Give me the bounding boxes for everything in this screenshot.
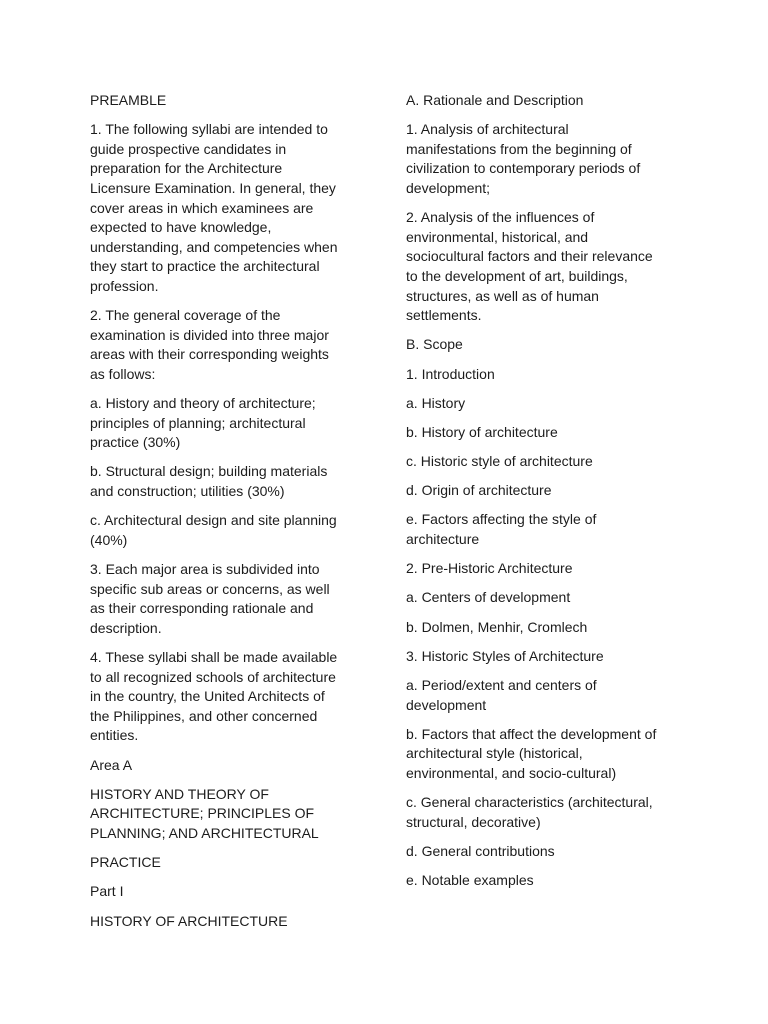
- section-a-heading: A. Rationale and Description: [406, 92, 584, 108]
- part-heading: Part I: [90, 883, 124, 900]
- scope-item: 1. Introduction: [406, 365, 495, 382]
- scope-item: b. Factors that affect the development of architectural style (historical, environmental, and socio-cultural): [406, 725, 657, 781]
- area-a-heading: Area A: [90, 756, 133, 773]
- paragraph-2: 2. The general coverage of the examination is divided into three major areas with their corresponding weights as follows:: [90, 307, 329, 382]
- paragraph-3: 3. Each major area is subdivided into specific sub areas or concerns, as well as their corresponding rationale and description.: [90, 561, 330, 636]
- scope-item: 3. Historic Styles of Architecture: [406, 647, 604, 664]
- scope-item: c. Historic style of architecture: [406, 453, 593, 470]
- preamble-heading: PREAMBLE: [90, 92, 167, 108]
- area-a-title-continued: PRACTICE: [90, 854, 161, 871]
- section-b-heading: B. Scope: [406, 336, 463, 353]
- scope-item: 2. Pre-Historic Architecture: [406, 560, 573, 577]
- part-title: HISTORY OF ARCHITECTURE: [90, 912, 288, 929]
- scope-item: d. Origin of architecture: [406, 482, 552, 499]
- scope-item: e. Factors affecting the style of architecture: [406, 511, 597, 548]
- scope-item: e. Notable examples: [406, 872, 534, 889]
- scope-item: c. General characteristics (architectural, structural, decorative): [406, 794, 653, 830]
- scope-item: a. History: [406, 394, 466, 411]
- paragraph-4: 4. These syllabi shall be made available to all recognized schools of architecture in the country, the United Architects of the Philippines, and other concerned entities.: [90, 649, 338, 744]
- left-column: [90, 91, 372, 941]
- area-b-item: b. Structural design; building materials and construction; utilities (30%): [90, 463, 328, 500]
- scope-item: a. Period/extent and centers of development: [406, 676, 597, 713]
- scope-item: b. History of architecture: [406, 423, 558, 440]
- rationale-item-1: 1. Analysis of architectural manifestations from the beginning of civilization to contemporary periods of development;: [406, 121, 641, 196]
- scope-item: b. Dolmen, Menhir, Cromlech: [406, 618, 588, 635]
- area-a-title: HISTORY AND THEORY OF ARCHITECTURE; PRINCIPLES OF PLANNING; AND ARCHITECTURAL: [90, 785, 319, 841]
- scope-item: a. Centers of development: [406, 589, 571, 606]
- scope-item: d. General contributions: [406, 842, 555, 859]
- right-column: [406, 91, 700, 900]
- paragraph-1: 1. The following syllabi are intended to guide prospective candidates in preparation for the Architecture Licensure Examination. In general, they cover areas in which examinees are expected to have knowledge, understanding, and competencies when they start to practice the architectural profession.: [90, 121, 338, 294]
- area-c-item: c. Architectural design and site planning (40%): [90, 512, 337, 548]
- rationale-item-2: 2. Analysis of the influences of environmental, historical, and sociocultural factors and their relevance to the development of art, buildings, structures, as well as of human settlements.: [406, 209, 653, 324]
- area-a-item: a. History and theory of architecture; principles of planning; architectural practice (30%): [90, 395, 316, 451]
